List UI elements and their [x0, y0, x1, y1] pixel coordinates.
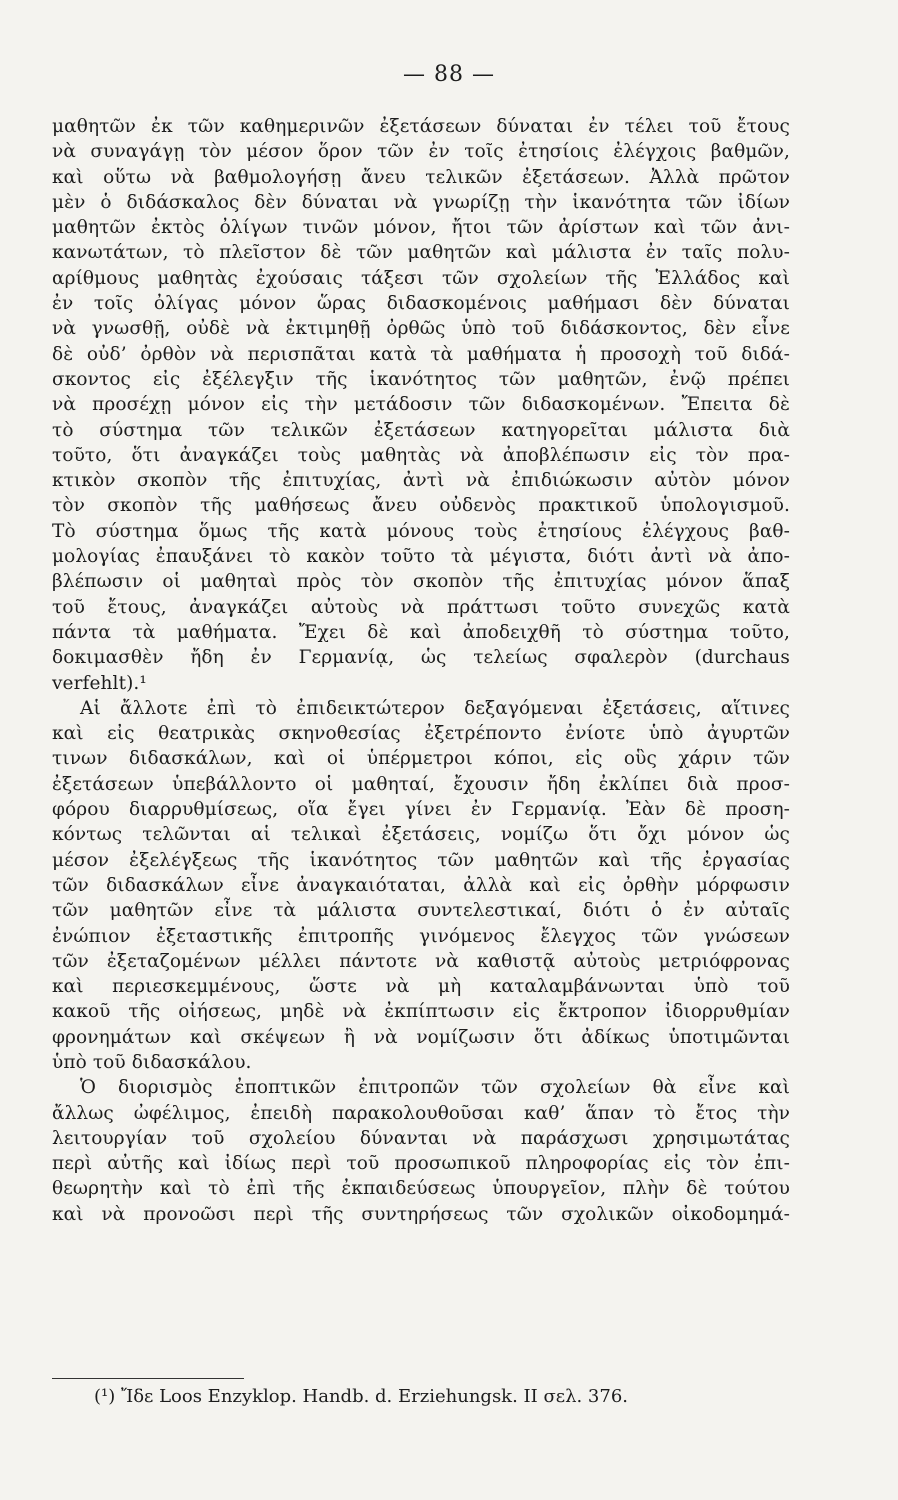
text-line: φρονημάτων καὶ σκέψεων ἢ νὰ νομίζωσιν ὅτι ἀδίκως ὑποτιμῶνται	[52, 1026, 790, 1048]
text-line: ἄλλως ὠφέλιμος, ἐπειδὴ παρακολουθοῦσαι καθ’ ἅπαν τὸ ἔτος τὴν	[52, 1102, 790, 1124]
text-line: μαθητῶν ἐκ τῶν καθημερινῶν ἐξετάσεων δύναται ἐν τέλει τοῦ ἔτους	[52, 116, 790, 137]
text-line: μαθητῶν ἐκτὸς ὀλίγων τινῶν μόνον, ἤτοι τῶν ἀρίστων καὶ τῶν ἀνι-	[52, 217, 790, 239]
text-line: καὶ νὰ προνοῶσι περὶ τῆς συντηρήσεως τῶν σχολικῶν οἰκοδομημά-	[52, 1203, 790, 1225]
text-line: ἐν τοῖς ὀλίγας μόνον ὥρας διδασκομένοις μαθήμασι δὲν δύναται	[52, 293, 790, 315]
text-line: καὶ οὕτω νὰ βαθμολογήσῃ ἄνευ τελικῶν ἐξετάσεων. Ἀλλὰ πρῶτον	[52, 166, 790, 188]
text-line: δοκιμασθὲν ἤδη ἐν Γερμανίᾳ, ὡς τελείως σφαλερὸν (durchaus	[52, 647, 790, 669]
text-line: ἐνώπιον ἐξεταστικῆς ἐπιτροπῆς γινόμενος ἔλεγχος τῶν γνώσεων	[52, 925, 790, 947]
text-line: verfehlt).¹	[52, 672, 147, 694]
text-line: Ὁ διορισμὸς ἐποπτικῶν ἐπιτροπῶν τῶν σχολείων θὰ εἶνε καὶ	[80, 1077, 790, 1099]
text-line: μολογίας ἐπαυξάνει τὸ κακὸν τοῦτο τὰ μέγιστα, διότι ἀντὶ νὰ ἀπο-	[52, 546, 790, 568]
footnote: (¹) Ἴδε Loos Enzyklop. Handb. d. Erziehungsk. II σελ. 376.	[94, 1386, 629, 1407]
text-line: φόρου διαρρυθμίσεως, οἵα ἔγει γίνει ἐν Γερμανίᾳ. Ἐὰν δὲ προση-	[52, 799, 790, 821]
text-line: τῶν ἐξεταζομένων μέλλει πάντοτε νὰ καθιστᾷ αὐτοὺς μετριόφρονας	[52, 950, 790, 972]
text-line: λειτουργίαν τοῦ σχολείου δύνανται νὰ παράσχωσι χρησιμωτάτας	[52, 1127, 790, 1149]
text-line: θεωρητὴν καὶ τὸ ἐπὶ τῆς ἐκπαιδεύσεως ὑπουργεῖον, πλὴν δὲ τούτου	[52, 1178, 790, 1200]
text-line: κανωτάτων, τὸ πλεῖστον δὲ τῶν μαθητῶν καὶ μάλιστα ἐν ταῖς πολυ-	[52, 242, 790, 264]
text-line: Αἱ ἄλλοτε ἐπὶ τὸ ἐπιδεικτώτερον δεξαγόμεναι ἐξετάσεις, αἵτινες	[80, 697, 790, 719]
text-line: βλέπωσιν οἱ μαθηταὶ πρὸς τὸν σκοπὸν τῆς ἐπιτυχίας μόνον ἅπαξ	[52, 571, 790, 593]
text-line: τὸ σύστημα τῶν τελικῶν ἐξετάσεων κατηγορεῖται μάλιστα διὰ	[52, 419, 790, 441]
text-line: τινων διδασκάλων, καὶ οἱ ὑπέρμετροι κόποι, εἰς οὓς χάριν τῶν	[52, 748, 790, 770]
text-line: τῶν μαθητῶν εἶνε τὰ μάλιστα συντελεστικαί, διότι ὁ ἐν αὐταῖς	[52, 900, 790, 922]
text-line: Τὸ σύστημα ὅμως τῆς κατὰ μόνους τοὺς ἐτησίους ἐλέγχους βαθ-	[52, 520, 790, 542]
text-line: νὰ προσέχῃ μόνον εἰς τὴν μετάδοσιν τῶν διδασκομένων. Ἔπειτα δὲ	[52, 394, 790, 416]
text-line: νὰ γνωσθῇ, οὐδὲ νὰ ἐκτιμηθῇ ὀρθῶς ὑπὸ τοῦ διδάσκοντος, δὲν εἶνε	[52, 318, 790, 340]
text-line: ἐξετάσεων ὑπεβάλλοντο οἱ μαθηταί, ἔχουσιν ἤδη ἐκλίπει διὰ προσ-	[52, 773, 790, 795]
text-line: πάντα τὰ μαθήματα. Ἔχει δὲ καὶ ἀποδειχθῆ τὸ σύστημα τοῦτο,	[52, 621, 790, 643]
text-line: μέσον ἐξελέγξεως τῆς ἱκανότητος τῶν μαθητῶν καὶ τῆς ἐργασίας	[52, 849, 790, 871]
text-line: κακοῦ τῆς οἰήσεως, μηδὲ νὰ ἐκπίπτωσιν εἰς ἔκτροπον ἰδιορρυθμίαν	[52, 1001, 790, 1023]
text-line: τοῦτο, ὅτι ἀναγκάζει τοὺς μαθητὰς νὰ ἀποβλέπωσιν εἰς τὸν πρα-	[52, 444, 790, 466]
text-line: τοῦ ἔτους, ἀναγκάζει αὐτοὺς νὰ πράττωσι τοῦτο συνεχῶς κατὰ	[52, 596, 790, 618]
text-line: αρίθμους μαθητὰς ἐχούσαις τάξεσι τῶν σχολείων τῆς Ἑλλάδος καὶ	[52, 267, 790, 289]
body-text	[52, 114, 790, 1227]
text-line: μὲν ὁ διδάσκαλος δὲν δύναται νὰ γνωρίζῃ τὴν ἱκανότητα τῶν ἰδίων	[52, 191, 790, 213]
text-line: κτικὸν σκοπὸν τῆς ἐπιτυχίας, ἀντὶ νὰ ἐπιδιώκωσιν αὐτὸν μόνον	[52, 470, 790, 492]
footnote-divider	[52, 1378, 244, 1379]
text-line: τὸν σκοπὸν τῆς μαθήσεως ἄνευ οὐδενὸς πρακτικοῦ ὑπολογισμοῦ.	[52, 495, 790, 517]
text-line: περὶ αὐτῆς καὶ ἰδίως περὶ τοῦ προσωπικοῦ πληροφορίας εἰς τὸν ἐπι-	[52, 1153, 790, 1175]
text-line: σκοντος εἰς ἐξέλεγξιν τῆς ἱκανότητος τῶν μαθητῶν, ἐνῷ πρέπει	[52, 368, 790, 390]
text-line: ὑπὸ τοῦ διδασκάλου.	[52, 1051, 252, 1073]
page-number: — 88 —	[403, 62, 495, 87]
text-line: νὰ συναγάγῃ τὸν μέσον ὅρον τῶν ἐν τοῖς ἐτησίοις ἐλέγχοις βαθμῶν,	[52, 141, 790, 163]
text-line: καὶ περιεσκεμμένους, ὥστε νὰ μὴ καταλαμβάνωνται ὑπὸ τοῦ	[52, 976, 790, 998]
text-line: κόντως τελῶνται αἱ τελικαὶ ἐξετάσεις, νομίζω ὅτι ὄχι μόνον ὡς	[52, 824, 790, 846]
text-line: καὶ εἰς θεατρικὰς σκηνοθεσίας ἐξετρέποντο ἐνίοτε ὑπὸ ἀγυρτῶν	[52, 723, 790, 745]
text-line: τῶν διδασκάλων εἶνε ἀναγκαιόταται, ἀλλὰ καὶ εἰς ὀρθὴν μόρφωσιν	[52, 874, 790, 896]
text-line: δὲ οὐδ’ ὀρθὸν νὰ περισπᾶται κατὰ τὰ μαθήματα ἡ προσοχὴ τοῦ διδά-	[52, 343, 790, 365]
